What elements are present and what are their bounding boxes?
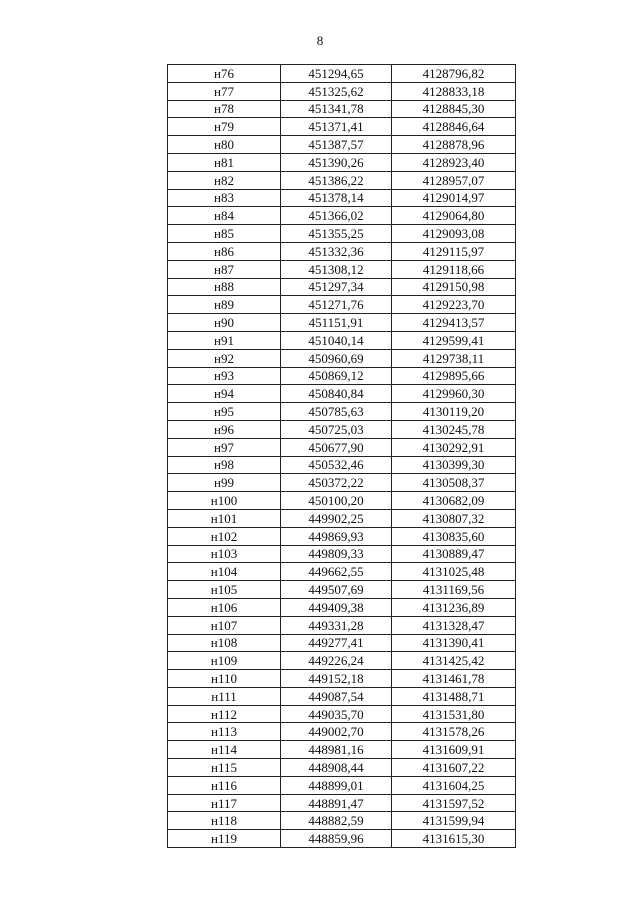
- point-cell: н85: [168, 225, 281, 243]
- y-coordinate-cell: 4131461,78: [392, 670, 516, 688]
- point-cell: н84: [168, 207, 281, 225]
- table-row: [168, 581, 516, 599]
- x-coordinate-cell: 449662,55: [281, 563, 392, 581]
- y-coordinate-cell: 4131169,56: [392, 581, 516, 599]
- table-row: [168, 652, 516, 670]
- table-row: [168, 812, 516, 830]
- table-row: [168, 687, 516, 705]
- x-coordinate-cell: 449035,70: [281, 705, 392, 723]
- y-coordinate-cell: 4129960,30: [392, 385, 516, 403]
- y-coordinate-cell: 4131390,41: [392, 634, 516, 652]
- y-coordinate-cell: 4131609,91: [392, 741, 516, 759]
- x-coordinate-cell: 450532,46: [281, 456, 392, 474]
- x-coordinate-cell: 449002,70: [281, 723, 392, 741]
- table-row: [168, 598, 516, 616]
- point-cell: н78: [168, 100, 281, 118]
- point-cell: н96: [168, 420, 281, 438]
- table-row: [168, 563, 516, 581]
- table-row: [168, 545, 516, 563]
- table-row: [168, 616, 516, 634]
- x-coordinate-cell: 451325,62: [281, 82, 392, 100]
- table-row: [168, 296, 516, 314]
- table-row: [168, 153, 516, 171]
- x-coordinate-cell: 450869,12: [281, 367, 392, 385]
- y-coordinate-cell: 4131615,30: [392, 830, 516, 848]
- x-coordinate-cell: 450785,63: [281, 403, 392, 421]
- y-coordinate-cell: 4129150,98: [392, 278, 516, 296]
- point-cell: н89: [168, 296, 281, 314]
- point-cell: н94: [168, 385, 281, 403]
- x-coordinate-cell: 448981,16: [281, 741, 392, 759]
- table-row: [168, 509, 516, 527]
- table-row: [168, 670, 516, 688]
- table-row: [168, 385, 516, 403]
- point-cell: н118: [168, 812, 281, 830]
- point-cell: н98: [168, 456, 281, 474]
- x-coordinate-cell: 450960,69: [281, 349, 392, 367]
- point-cell: н109: [168, 652, 281, 670]
- y-coordinate-cell: 4130245,78: [392, 420, 516, 438]
- table-row: [168, 65, 516, 83]
- point-cell: н104: [168, 563, 281, 581]
- table-row: [168, 349, 516, 367]
- y-coordinate-cell: 4129223,70: [392, 296, 516, 314]
- x-coordinate-cell: 451355,25: [281, 225, 392, 243]
- y-coordinate-cell: 4128878,96: [392, 136, 516, 154]
- x-coordinate-cell: 450677,90: [281, 438, 392, 456]
- coordinates-table-body: [168, 65, 516, 848]
- x-coordinate-cell: 449087,54: [281, 687, 392, 705]
- point-cell: н92: [168, 349, 281, 367]
- x-coordinate-cell: 449226,24: [281, 652, 392, 670]
- y-coordinate-cell: 4131328,47: [392, 616, 516, 634]
- page-number: 8: [316, 33, 324, 48]
- x-coordinate-cell: 450840,84: [281, 385, 392, 403]
- point-cell: н110: [168, 670, 281, 688]
- y-coordinate-cell: 4129093,08: [392, 225, 516, 243]
- y-coordinate-cell: 4128833,18: [392, 82, 516, 100]
- y-coordinate-cell: 4130508,37: [392, 474, 516, 492]
- point-cell: н119: [168, 830, 281, 848]
- table-row: [168, 118, 516, 136]
- point-cell: н116: [168, 776, 281, 794]
- table-row: [168, 207, 516, 225]
- point-cell: н111: [168, 687, 281, 705]
- table-row: [168, 314, 516, 332]
- point-cell: н100: [168, 492, 281, 510]
- y-coordinate-cell: 4128796,82: [392, 65, 516, 83]
- table-row: [168, 225, 516, 243]
- point-cell: н97: [168, 438, 281, 456]
- y-coordinate-cell: 4131578,26: [392, 723, 516, 741]
- x-coordinate-cell: 448882,59: [281, 812, 392, 830]
- point-cell: н95: [168, 403, 281, 421]
- table-row: [168, 474, 516, 492]
- x-coordinate-cell: 448859,96: [281, 830, 392, 848]
- y-coordinate-cell: 4128845,30: [392, 100, 516, 118]
- x-coordinate-cell: 449869,93: [281, 527, 392, 545]
- y-coordinate-cell: 4129115,97: [392, 242, 516, 260]
- y-coordinate-cell: 4131607,22: [392, 759, 516, 777]
- point-cell: н87: [168, 260, 281, 278]
- y-coordinate-cell: 4129014,97: [392, 189, 516, 207]
- table-row: [168, 527, 516, 545]
- point-cell: н77: [168, 82, 281, 100]
- y-coordinate-cell: 4130807,32: [392, 509, 516, 527]
- y-coordinate-cell: 4131488,71: [392, 687, 516, 705]
- point-cell: н106: [168, 598, 281, 616]
- point-cell: н114: [168, 741, 281, 759]
- x-coordinate-cell: 450372,22: [281, 474, 392, 492]
- table-row: [168, 82, 516, 100]
- point-cell: н79: [168, 118, 281, 136]
- table-row: [168, 189, 516, 207]
- y-coordinate-cell: 4130835,60: [392, 527, 516, 545]
- y-coordinate-cell: 4129413,57: [392, 314, 516, 332]
- x-coordinate-cell: 449409,38: [281, 598, 392, 616]
- table-row: [168, 723, 516, 741]
- point-cell: н90: [168, 314, 281, 332]
- x-coordinate-cell: 449277,41: [281, 634, 392, 652]
- point-cell: н117: [168, 794, 281, 812]
- table-row: [168, 403, 516, 421]
- x-coordinate-cell: 451297,34: [281, 278, 392, 296]
- table-row: [168, 260, 516, 278]
- y-coordinate-cell: 4131604,25: [392, 776, 516, 794]
- x-coordinate-cell: 448908,44: [281, 759, 392, 777]
- x-coordinate-cell: 449902,25: [281, 509, 392, 527]
- table-row: [168, 830, 516, 848]
- point-cell: н83: [168, 189, 281, 207]
- y-coordinate-cell: 4129895,66: [392, 367, 516, 385]
- y-coordinate-cell: 4129118,66: [392, 260, 516, 278]
- table-row: [168, 100, 516, 118]
- x-coordinate-cell: 451386,22: [281, 171, 392, 189]
- x-coordinate-cell: 450725,03: [281, 420, 392, 438]
- table-row: [168, 171, 516, 189]
- x-coordinate-cell: 449809,33: [281, 545, 392, 563]
- point-cell: н99: [168, 474, 281, 492]
- table-row: [168, 367, 516, 385]
- y-coordinate-cell: 4129738,11: [392, 349, 516, 367]
- table-row: [168, 741, 516, 759]
- x-coordinate-cell: 451378,14: [281, 189, 392, 207]
- point-cell: н102: [168, 527, 281, 545]
- point-cell: н107: [168, 616, 281, 634]
- y-coordinate-cell: 4128923,40: [392, 153, 516, 171]
- table-row: [168, 420, 516, 438]
- point-cell: н112: [168, 705, 281, 723]
- point-cell: н80: [168, 136, 281, 154]
- y-coordinate-cell: 4131425,42: [392, 652, 516, 670]
- y-coordinate-cell: 4130682,09: [392, 492, 516, 510]
- table-row: [168, 492, 516, 510]
- table-row: [168, 705, 516, 723]
- point-cell: н115: [168, 759, 281, 777]
- table-row: [168, 794, 516, 812]
- y-coordinate-cell: 4131599,94: [392, 812, 516, 830]
- table-row: [168, 759, 516, 777]
- y-coordinate-cell: 4131597,52: [392, 794, 516, 812]
- point-cell: н88: [168, 278, 281, 296]
- x-coordinate-cell: 451040,14: [281, 331, 392, 349]
- y-coordinate-cell: 4130119,20: [392, 403, 516, 421]
- point-cell: н81: [168, 153, 281, 171]
- point-cell: н101: [168, 509, 281, 527]
- y-coordinate-cell: 4130292,91: [392, 438, 516, 456]
- x-coordinate-cell: 451308,12: [281, 260, 392, 278]
- x-coordinate-cell: 448891,47: [281, 794, 392, 812]
- y-coordinate-cell: 4128846,64: [392, 118, 516, 136]
- point-cell: н91: [168, 331, 281, 349]
- point-cell: н108: [168, 634, 281, 652]
- table-row: [168, 331, 516, 349]
- point-cell: н93: [168, 367, 281, 385]
- table-row: [168, 456, 516, 474]
- y-coordinate-cell: 4131025,48: [392, 563, 516, 581]
- y-coordinate-cell: 4130889,47: [392, 545, 516, 563]
- x-coordinate-cell: 451387,57: [281, 136, 392, 154]
- x-coordinate-cell: 451341,78: [281, 100, 392, 118]
- table-row: [168, 278, 516, 296]
- point-cell: н105: [168, 581, 281, 599]
- table-row: [168, 242, 516, 260]
- y-coordinate-cell: 4131531,80: [392, 705, 516, 723]
- x-coordinate-cell: 448899,01: [281, 776, 392, 794]
- x-coordinate-cell: 451366,02: [281, 207, 392, 225]
- x-coordinate-cell: 451371,41: [281, 118, 392, 136]
- y-coordinate-cell: 4129064,80: [392, 207, 516, 225]
- x-coordinate-cell: 451390,26: [281, 153, 392, 171]
- y-coordinate-cell: 4130399,30: [392, 456, 516, 474]
- x-coordinate-cell: 449331,28: [281, 616, 392, 634]
- x-coordinate-cell: 449507,69: [281, 581, 392, 599]
- point-cell: н76: [168, 65, 281, 83]
- point-cell: н103: [168, 545, 281, 563]
- x-coordinate-cell: 449152,18: [281, 670, 392, 688]
- table-row: [168, 634, 516, 652]
- y-coordinate-cell: 4128957,07: [392, 171, 516, 189]
- point-cell: н86: [168, 242, 281, 260]
- x-coordinate-cell: 451151,91: [281, 314, 392, 332]
- point-cell: н82: [168, 171, 281, 189]
- point-cell: н113: [168, 723, 281, 741]
- x-coordinate-cell: 451271,76: [281, 296, 392, 314]
- table-row: [168, 136, 516, 154]
- x-coordinate-cell: 450100,20: [281, 492, 392, 510]
- x-coordinate-cell: 451332,36: [281, 242, 392, 260]
- x-coordinate-cell: 451294,65: [281, 65, 392, 83]
- y-coordinate-cell: 4131236,89: [392, 598, 516, 616]
- table-row: [168, 438, 516, 456]
- coordinates-table: [167, 64, 516, 848]
- y-coordinate-cell: 4129599,41: [392, 331, 516, 349]
- table-row: [168, 776, 516, 794]
